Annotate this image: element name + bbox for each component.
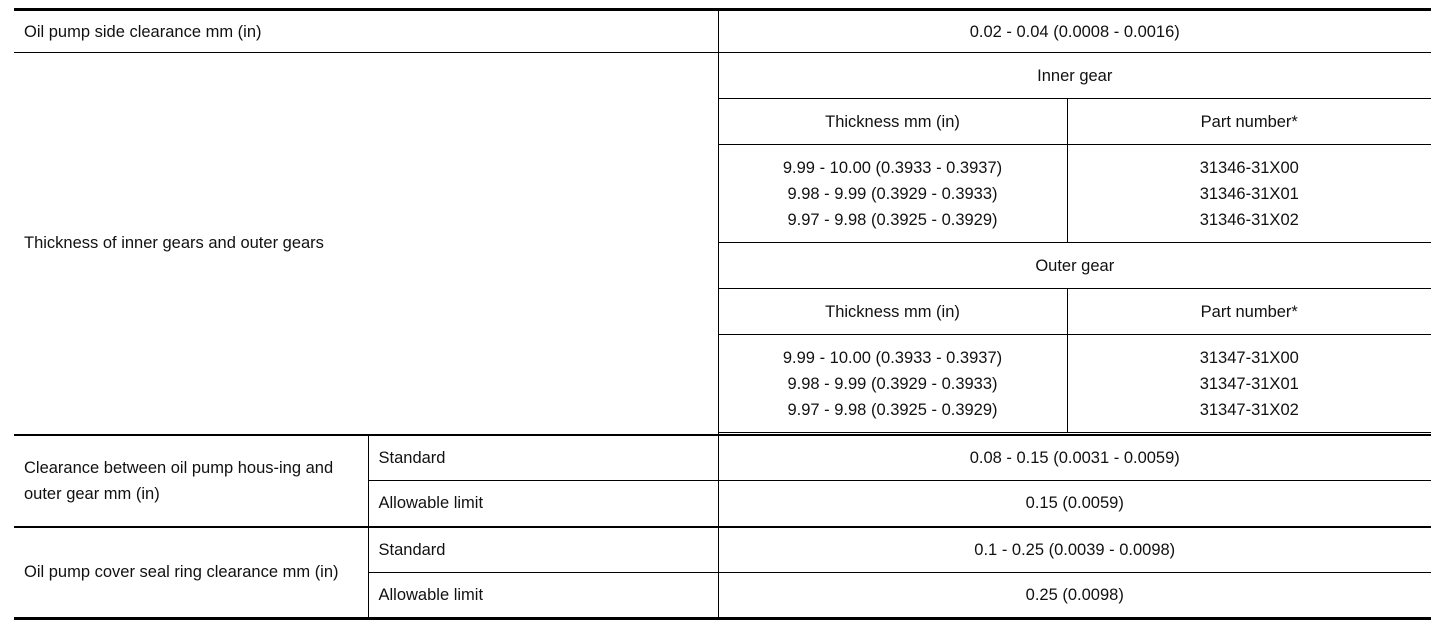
- outer-gear-heading: Outer gear: [718, 243, 1431, 289]
- inner-part-3: 31346-31X02: [1199, 210, 1299, 229]
- inner-thickness-3: 9.97 - 9.98 (0.3925 - 0.3929): [787, 210, 998, 229]
- inner-gear-heading: Inner gear: [718, 53, 1431, 99]
- seal-ring-clearance-label: Oil pump cover seal ring clearance mm (in): [14, 527, 368, 619]
- outer-thickness-col-header: Thickness mm (in): [718, 289, 1067, 335]
- housing-clearance-label: Clearance between oil pump hous-ing and outer gear mm (in): [14, 435, 368, 527]
- housing-limit-label: Allowable limit: [368, 481, 718, 527]
- outer-part-2: 31347-31X01: [1199, 374, 1299, 393]
- outer-part-values: [1067, 335, 1431, 433]
- inner-part-values: [1067, 145, 1431, 243]
- seal-standard-value: 0.1 - 0.25 (0.0039 - 0.0098): [718, 527, 1431, 573]
- inner-thickness-values: [718, 145, 1067, 243]
- seal-limit-label: Allowable limit: [368, 573, 718, 619]
- seal-standard-row: [14, 527, 1431, 573]
- outer-part-col-header: Part number*: [1067, 289, 1431, 335]
- housing-limit-value: 0.15 (0.0059): [718, 481, 1431, 527]
- housing-standard-row: [14, 435, 1431, 481]
- outer-part-1: 31347-31X00: [1199, 348, 1299, 367]
- side-clearance-label: Oil pump side clearance mm (in): [14, 10, 718, 53]
- housing-standard-value: 0.08 - 0.15 (0.0031 - 0.0059): [718, 435, 1431, 481]
- inner-part-col-header: Part number*: [1067, 99, 1431, 145]
- outer-thickness-values: [718, 335, 1067, 433]
- inner-part-2: 31346-31X01: [1199, 184, 1299, 203]
- inner-thickness-1: 9.99 - 10.00 (0.3933 - 0.3937): [782, 158, 1003, 177]
- oil-pump-spec-table: [14, 8, 1431, 620]
- seal-limit-value: 0.25 (0.0098): [718, 573, 1431, 619]
- outer-thickness-3: 9.97 - 9.98 (0.3925 - 0.3929): [787, 400, 998, 419]
- inner-thickness-2: 9.98 - 9.99 (0.3929 - 0.3933): [787, 184, 998, 203]
- gear-thickness-label: Thickness of inner gears and outer gears: [14, 53, 718, 435]
- outer-thickness-2: 9.98 - 9.99 (0.3929 - 0.3933): [787, 374, 998, 393]
- side-clearance-value: 0.02 - 0.04 (0.0008 - 0.0016): [718, 10, 1431, 53]
- outer-part-3: 31347-31X02: [1199, 400, 1299, 419]
- inner-part-1: 31346-31X00: [1199, 158, 1299, 177]
- outer-thickness-1: 9.99 - 10.00 (0.3933 - 0.3937): [782, 348, 1003, 367]
- inner-gear-heading-row: [14, 53, 1431, 99]
- inner-thickness-col-header: Thickness mm (in): [718, 99, 1067, 145]
- side-clearance-row: [14, 10, 1431, 53]
- seal-standard-label: Standard: [368, 527, 718, 573]
- housing-standard-label: Standard: [368, 435, 718, 481]
